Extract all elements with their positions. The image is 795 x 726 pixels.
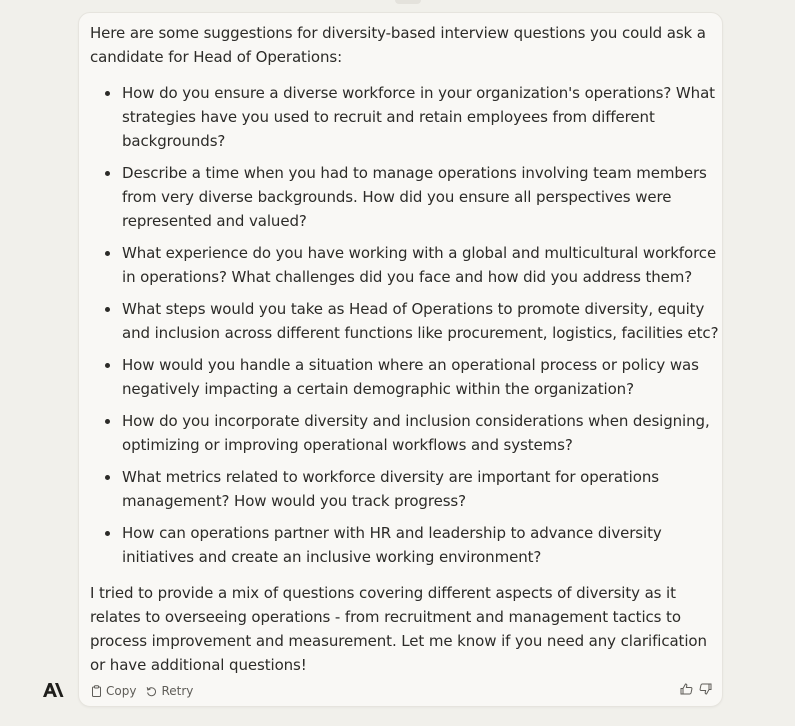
list-item: What metrics related to workforce diversity are important for operations management? How would you track progress? xyxy=(90,465,720,513)
retry-icon xyxy=(146,686,161,697)
message-outro: I tried to provide a mix of questions covering different aspects of diversity as it relates to overseeing operations - from recruitment and management tactics to process improvement and measurement. Let me know if you need any clarification or have additional questions! xyxy=(90,584,707,674)
list-item: How do you incorporate diversity and inclusion considerations when designing, optimizing or improving operational workflows and systems? xyxy=(90,409,720,457)
message-intro: Here are some suggestions for diversity-based interview questions you could ask a candidate for Head of Operations: xyxy=(90,24,706,66)
list-item: What steps would you take as Head of Operations to promote diversity, equity and inclusion across different functions like procurement, logistics, facilities etc? xyxy=(90,297,720,345)
message-actions xyxy=(91,683,203,699)
clipboard-icon xyxy=(91,685,106,697)
list-item: Describe a time when you had to manage operations involving team members from very diverse backgrounds. How did you ensure all perspectives were represented and valued? xyxy=(90,161,720,233)
list-item: How do you ensure a diverse workforce in your organization's operations? What strategies have you used to recruit and retain employees from different backgrounds? xyxy=(90,81,720,153)
anthropic-logo-icon xyxy=(42,682,64,698)
thumbs-down-icon[interactable] xyxy=(699,683,712,695)
question-list xyxy=(90,81,720,569)
thumbs-up-icon[interactable] xyxy=(680,683,693,695)
copy-button[interactable] xyxy=(91,684,136,698)
assistant-message-card xyxy=(78,12,723,707)
copy-label: Copy xyxy=(106,684,137,698)
message-content xyxy=(90,21,720,677)
list-item: What experience do you have working with a global and multicultural workforce in operations? What challenges did you face and how did you address them? xyxy=(90,241,720,289)
retry-label: Retry xyxy=(161,684,194,698)
feedback-buttons xyxy=(674,683,712,695)
list-item: How can operations partner with HR and leadership to advance diversity initiatives and create an inclusive working environment? xyxy=(90,521,720,569)
retry-button[interactable] xyxy=(146,684,193,698)
previous-message-edge xyxy=(395,0,421,4)
list-item: How would you handle a situation where an operational process or policy was negatively impacting a certain demographic within the organization? xyxy=(90,353,720,401)
